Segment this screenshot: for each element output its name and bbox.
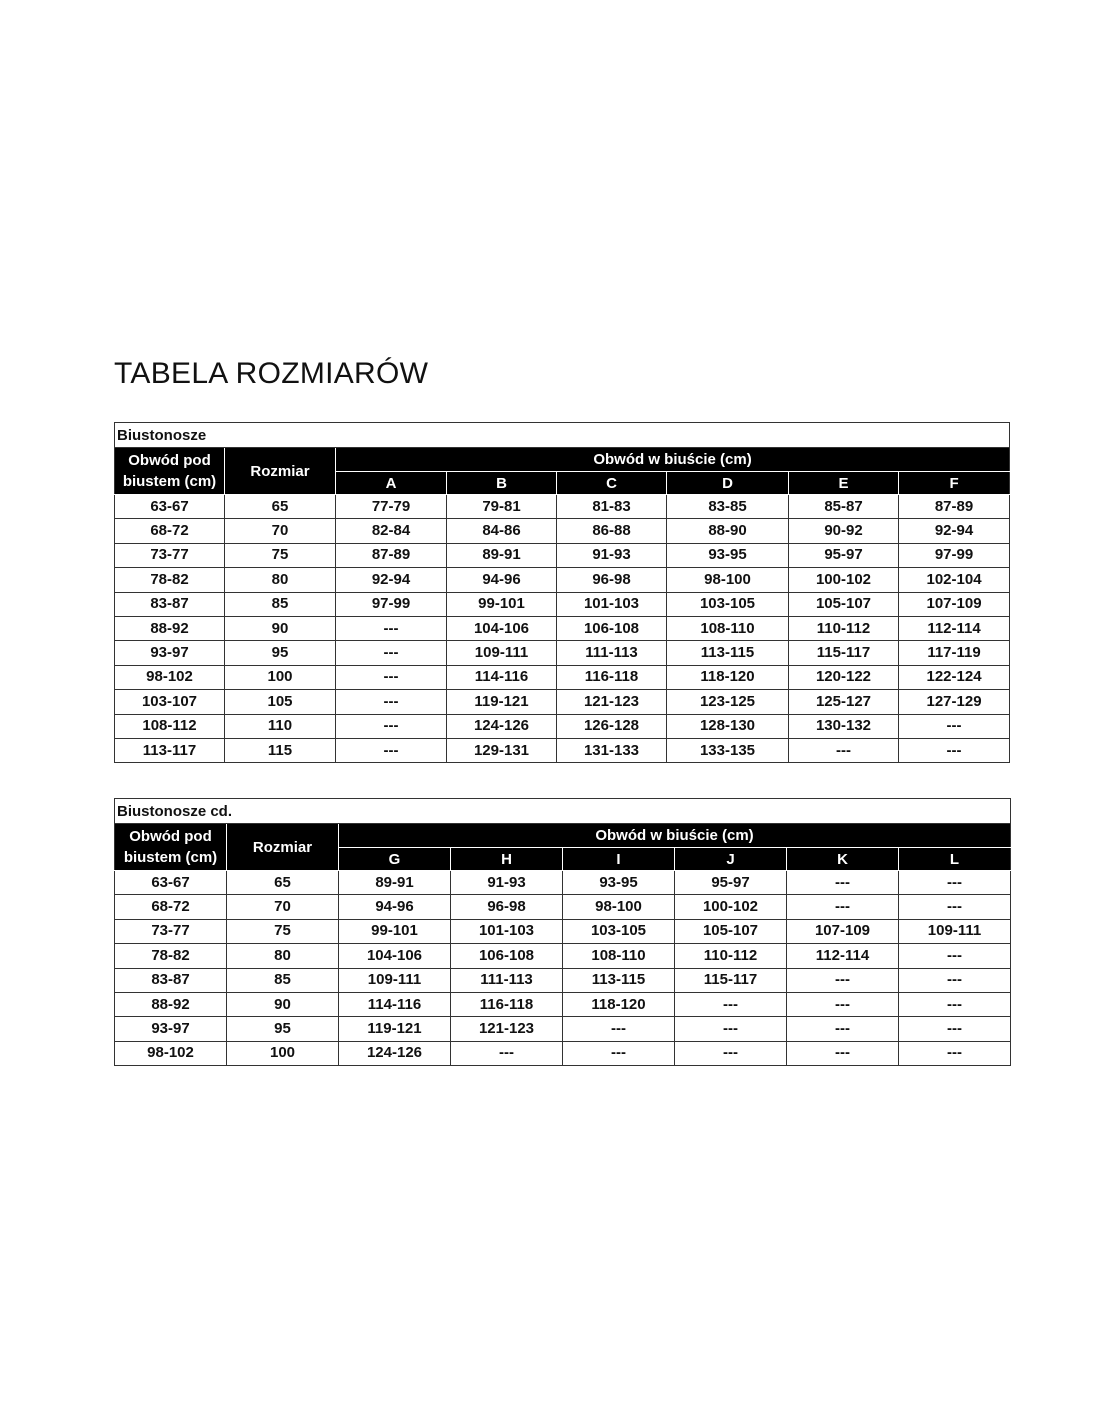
size-cell: 85	[227, 968, 339, 992]
table-row	[115, 871, 1011, 895]
bust-cell-e: 100-102	[789, 568, 899, 592]
bust-cell-h: 111-113	[451, 968, 563, 992]
size-table-bras	[114, 422, 1010, 763]
bust-cell-g: 99-101	[339, 919, 451, 943]
bust-cell-l: ---	[899, 944, 1011, 968]
bust-cell-k: 112-114	[787, 944, 899, 968]
bust-cell-k: ---	[787, 895, 899, 919]
underbust-cell: 103-107	[115, 690, 225, 714]
page-title: TABELA ROZMIARÓW	[114, 357, 429, 390]
table-title: Biustonosze cd.	[115, 799, 1011, 824]
bust-cell-i: ---	[563, 1041, 675, 1065]
bust-cell-k: ---	[787, 992, 899, 1016]
cup-header-d: D	[667, 472, 789, 495]
bust-cell-c: 86-88	[557, 519, 667, 543]
table-row	[115, 738, 1010, 762]
table-row	[115, 543, 1010, 567]
bust-cell-b: 89-91	[447, 543, 557, 567]
underbust-cell: 93-97	[115, 641, 225, 665]
bust-cell-c: 101-103	[557, 592, 667, 616]
cup-header-b: B	[447, 472, 557, 495]
bust-cell-j: 100-102	[675, 895, 787, 919]
bust-cell-a: 77-79	[336, 495, 447, 519]
bust-cell-g: 109-111	[339, 968, 451, 992]
bust-cell-l: ---	[899, 871, 1011, 895]
bust-cell-g: 124-126	[339, 1041, 451, 1065]
bust-cell-c: 91-93	[557, 543, 667, 567]
bust-cell-d: 118-120	[667, 665, 789, 689]
table-row	[115, 495, 1010, 519]
bust-cell-a: 92-94	[336, 568, 447, 592]
bust-cell-k: ---	[787, 1041, 899, 1065]
bust-cell-j: ---	[675, 1041, 787, 1065]
bust-cell-f: 122-124	[899, 665, 1010, 689]
size-cell: 95	[227, 1017, 339, 1041]
size-cell: 105	[225, 690, 336, 714]
size-cell: 85	[225, 592, 336, 616]
bust-cell-a: ---	[336, 616, 447, 640]
size-cell: 75	[227, 919, 339, 943]
bust-cell-j: ---	[675, 992, 787, 1016]
bust-cell-f: 102-104	[899, 568, 1010, 592]
bust-cell-a: ---	[336, 714, 447, 738]
bust-cell-e: 130-132	[789, 714, 899, 738]
size-cell: 90	[227, 992, 339, 1016]
bust-cell-h: 96-98	[451, 895, 563, 919]
bust-cell-g: 114-116	[339, 992, 451, 1016]
cup-header-l: L	[899, 848, 1011, 871]
cup-header-k: K	[787, 848, 899, 871]
underbust-cell: 98-102	[115, 665, 225, 689]
bust-cell-h: ---	[451, 1041, 563, 1065]
table-row	[115, 519, 1010, 543]
size-cell: 65	[225, 495, 336, 519]
bust-cell-k: ---	[787, 1017, 899, 1041]
table-row	[115, 1017, 1011, 1041]
bust-cell-a: 97-99	[336, 592, 447, 616]
table-row	[115, 968, 1011, 992]
bust-cell-k: ---	[787, 871, 899, 895]
size-cell: 115	[225, 738, 336, 762]
bust-cell-a: ---	[336, 665, 447, 689]
size-cell: 70	[227, 895, 339, 919]
bust-cell-b: 99-101	[447, 592, 557, 616]
underbust-cell: 88-92	[115, 992, 227, 1016]
bust-cell-d: 113-115	[667, 641, 789, 665]
bust-cell-e: 120-122	[789, 665, 899, 689]
bust-cell-e: 125-127	[789, 690, 899, 714]
size-header: Rozmiar	[227, 824, 339, 871]
bust-cell-b: 114-116	[447, 665, 557, 689]
cup-header-j: J	[675, 848, 787, 871]
underbust-cell: 108-112	[115, 714, 225, 738]
bust-cell-e: 85-87	[789, 495, 899, 519]
bust-cell-h: 116-118	[451, 992, 563, 1016]
bust-cell-d: 123-125	[667, 690, 789, 714]
bust-cell-b: 124-126	[447, 714, 557, 738]
bust-cell-b: 109-111	[447, 641, 557, 665]
bust-cell-b: 94-96	[447, 568, 557, 592]
bust-cell-j: 110-112	[675, 944, 787, 968]
size-cell: 80	[225, 568, 336, 592]
bust-cell-a: ---	[336, 738, 447, 762]
size-cell: 95	[225, 641, 336, 665]
bust-cell-f: 127-129	[899, 690, 1010, 714]
bust-cell-h: 91-93	[451, 871, 563, 895]
cup-header-g: G	[339, 848, 451, 871]
bust-cell-b: 84-86	[447, 519, 557, 543]
bust-cell-d: 108-110	[667, 616, 789, 640]
bust-cell-a: 82-84	[336, 519, 447, 543]
bust-cell-i: 98-100	[563, 895, 675, 919]
header-row	[115, 448, 1010, 472]
bust-cell-d: 93-95	[667, 543, 789, 567]
bust-cell-e: 115-117	[789, 641, 899, 665]
underbust-cell: 73-77	[115, 543, 225, 567]
bust-cell-l: ---	[899, 1041, 1011, 1065]
table-row	[115, 665, 1010, 689]
bust-cell-k: 107-109	[787, 919, 899, 943]
bust-cell-f: ---	[899, 738, 1010, 762]
bust-cell-h: 106-108	[451, 944, 563, 968]
bust-cell-d: 128-130	[667, 714, 789, 738]
table-row	[115, 1041, 1011, 1065]
header-row	[115, 824, 1011, 848]
bust-cell-i: 108-110	[563, 944, 675, 968]
bust-cell-f: 87-89	[899, 495, 1010, 519]
bust-cell-c: 116-118	[557, 665, 667, 689]
cup-header-i: I	[563, 848, 675, 871]
bust-cell-e: 110-112	[789, 616, 899, 640]
cup-header-f: F	[899, 472, 1010, 495]
underbust-header: Obwód pod biustem (cm)	[115, 824, 227, 871]
underbust-cell: 83-87	[115, 592, 225, 616]
bust-cell-d: 88-90	[667, 519, 789, 543]
size-cell: 75	[225, 543, 336, 567]
bust-cell-d: 103-105	[667, 592, 789, 616]
bust-cell-f: 97-99	[899, 543, 1010, 567]
bust-cell-d: 133-135	[667, 738, 789, 762]
bust-cell-b: 79-81	[447, 495, 557, 519]
table-row	[115, 592, 1010, 616]
size-cell: 70	[225, 519, 336, 543]
cup-header-c: C	[557, 472, 667, 495]
table-row	[115, 919, 1011, 943]
bust-cell-g: 89-91	[339, 871, 451, 895]
bust-cell-c: 111-113	[557, 641, 667, 665]
bust-cell-f: ---	[899, 714, 1010, 738]
bust-cell-g: 119-121	[339, 1017, 451, 1041]
size-header: Rozmiar	[225, 448, 336, 495]
cup-header-h: H	[451, 848, 563, 871]
bust-cell-f: 117-119	[899, 641, 1010, 665]
bust-cell-f: 112-114	[899, 616, 1010, 640]
bust-cell-e: 90-92	[789, 519, 899, 543]
bust-cell-b: 129-131	[447, 738, 557, 762]
bust-cell-i: 118-120	[563, 992, 675, 1016]
bust-cell-g: 104-106	[339, 944, 451, 968]
underbust-cell: 78-82	[115, 944, 227, 968]
bust-cell-e: ---	[789, 738, 899, 762]
bust-cell-c: 96-98	[557, 568, 667, 592]
bust-cell-b: 119-121	[447, 690, 557, 714]
table-title-row	[115, 423, 1010, 448]
table-title-row	[115, 799, 1011, 824]
table-row	[115, 616, 1010, 640]
bust-cell-i: 113-115	[563, 968, 675, 992]
underbust-header: Obwód pod biustem (cm)	[115, 448, 225, 495]
bust-cell-e: 95-97	[789, 543, 899, 567]
bust-cell-h: 101-103	[451, 919, 563, 943]
table-title: Biustonosze	[115, 423, 1010, 448]
bust-cell-d: 83-85	[667, 495, 789, 519]
underbust-cell: 88-92	[115, 616, 225, 640]
bust-cell-c: 121-123	[557, 690, 667, 714]
bust-cell-l: 109-111	[899, 919, 1011, 943]
underbust-cell: 63-67	[115, 495, 225, 519]
table-row	[115, 714, 1010, 738]
size-table-bras-continued	[114, 798, 1011, 1066]
bust-cell-h: 121-123	[451, 1017, 563, 1041]
bust-cell-i: 103-105	[563, 919, 675, 943]
bust-header: Obwód w biuście (cm)	[336, 448, 1010, 472]
underbust-cell: 93-97	[115, 1017, 227, 1041]
bust-cell-j: 115-117	[675, 968, 787, 992]
size-cell: 65	[227, 871, 339, 895]
bust-cell-l: ---	[899, 968, 1011, 992]
bust-cell-a: ---	[336, 641, 447, 665]
table-row	[115, 568, 1010, 592]
table-row	[115, 895, 1011, 919]
bust-cell-c: 106-108	[557, 616, 667, 640]
bust-cell-c: 81-83	[557, 495, 667, 519]
bust-cell-l: ---	[899, 992, 1011, 1016]
underbust-cell: 73-77	[115, 919, 227, 943]
bust-cell-f: 107-109	[899, 592, 1010, 616]
cup-header-e: E	[789, 472, 899, 495]
bust-cell-b: 104-106	[447, 616, 557, 640]
bust-cell-c: 131-133	[557, 738, 667, 762]
bust-cell-i: 93-95	[563, 871, 675, 895]
underbust-cell: 78-82	[115, 568, 225, 592]
table-row	[115, 690, 1010, 714]
size-cell: 100	[227, 1041, 339, 1065]
bust-cell-k: ---	[787, 968, 899, 992]
cup-header-a: A	[336, 472, 447, 495]
bust-cell-i: ---	[563, 1017, 675, 1041]
bust-cell-g: 94-96	[339, 895, 451, 919]
bust-cell-j: 105-107	[675, 919, 787, 943]
size-cell: 80	[227, 944, 339, 968]
underbust-cell: 83-87	[115, 968, 227, 992]
underbust-cell: 68-72	[115, 519, 225, 543]
bust-cell-l: ---	[899, 895, 1011, 919]
bust-cell-c: 126-128	[557, 714, 667, 738]
underbust-cell: 98-102	[115, 1041, 227, 1065]
size-cell: 110	[225, 714, 336, 738]
bust-cell-f: 92-94	[899, 519, 1010, 543]
bust-cell-a: 87-89	[336, 543, 447, 567]
underbust-cell: 68-72	[115, 895, 227, 919]
bust-cell-l: ---	[899, 1017, 1011, 1041]
table-row	[115, 992, 1011, 1016]
underbust-cell: 113-117	[115, 738, 225, 762]
bust-cell-e: 105-107	[789, 592, 899, 616]
underbust-cell: 63-67	[115, 871, 227, 895]
table-row	[115, 944, 1011, 968]
bust-cell-a: ---	[336, 690, 447, 714]
table-row	[115, 641, 1010, 665]
size-cell: 100	[225, 665, 336, 689]
bust-header: Obwód w biuście (cm)	[339, 824, 1011, 848]
size-cell: 90	[225, 616, 336, 640]
bust-cell-j: 95-97	[675, 871, 787, 895]
bust-cell-j: ---	[675, 1017, 787, 1041]
bust-cell-d: 98-100	[667, 568, 789, 592]
